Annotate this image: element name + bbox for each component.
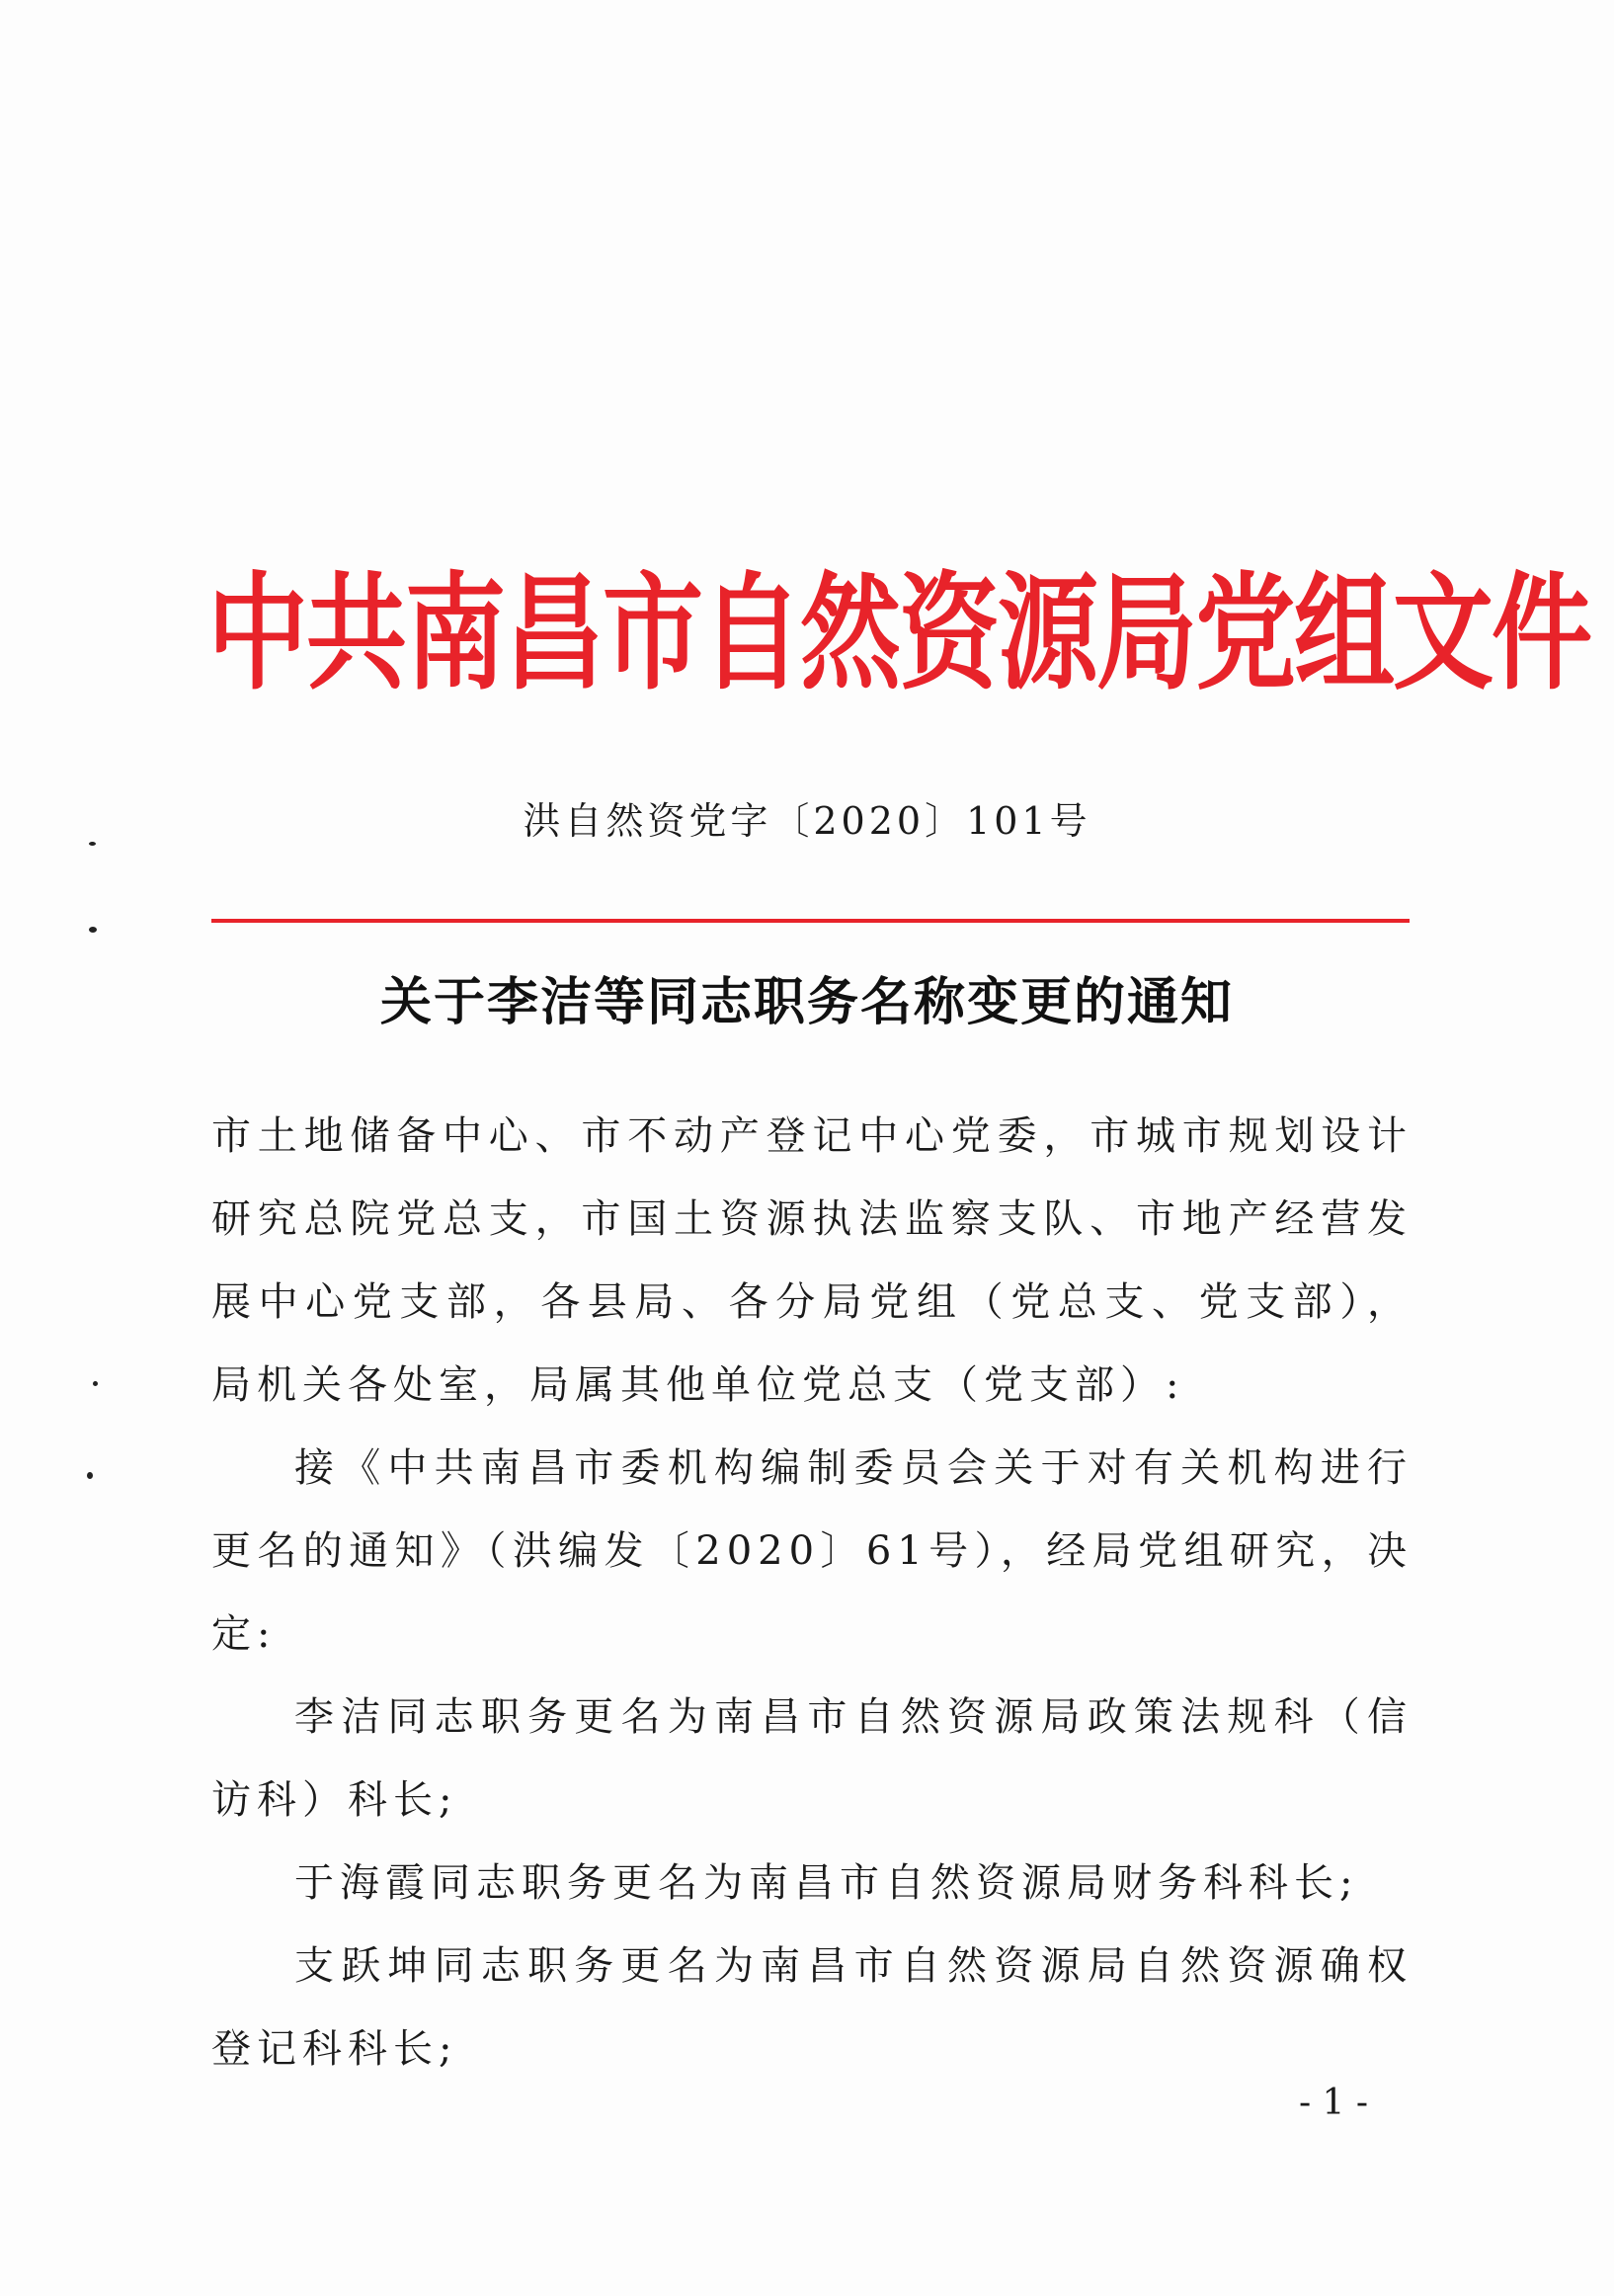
scan-speck [93,1381,98,1386]
page-number: - 1 - [1298,2083,1369,2123]
header-title: 中共南昌市自然资源局党组文件 [207,560,1590,708]
scan-speck [87,1472,93,1479]
red-divider-rule [211,919,1410,923]
body-paragraph: 接《中共南昌市委机构编制委员会关于对有关机构进行更名的通知》（洪编发〔2020〕61号），经局党组研究，决定: [211,1445,1412,1657]
body-paragraph: 李洁同志职务更名为南昌市自然资源局政策法规科（信访科）科长; [211,1694,1412,1823]
notice-title: 关于李洁等同志职务名称变更的通知 [379,972,1234,1032]
scan-speck [89,842,96,846]
body-paragraph: 支跃坤同志职务更名为南昌市自然资源局自然资源确权登记科科长; [211,1943,1412,2072]
body-paragraph: 于海霞同志职务更名为南昌市自然资源局财务科科长; [294,1860,1359,1906]
document-body [211,1095,1412,2091]
recipients-paragraph: 市土地储备中心、市不动产登记中心党委，市城市规划设计研究总院党总支，市国土资源执法监察支队、市地产经营发展中心党支部，各县局、各分局党组（党总支、党支部），局机关各处室，局属其他单位党总支（党支部）: [211,1113,1412,1408]
document-number: 洪自然资党字〔2020〕101号 [523,799,1091,843]
scan-speck [89,927,97,933]
